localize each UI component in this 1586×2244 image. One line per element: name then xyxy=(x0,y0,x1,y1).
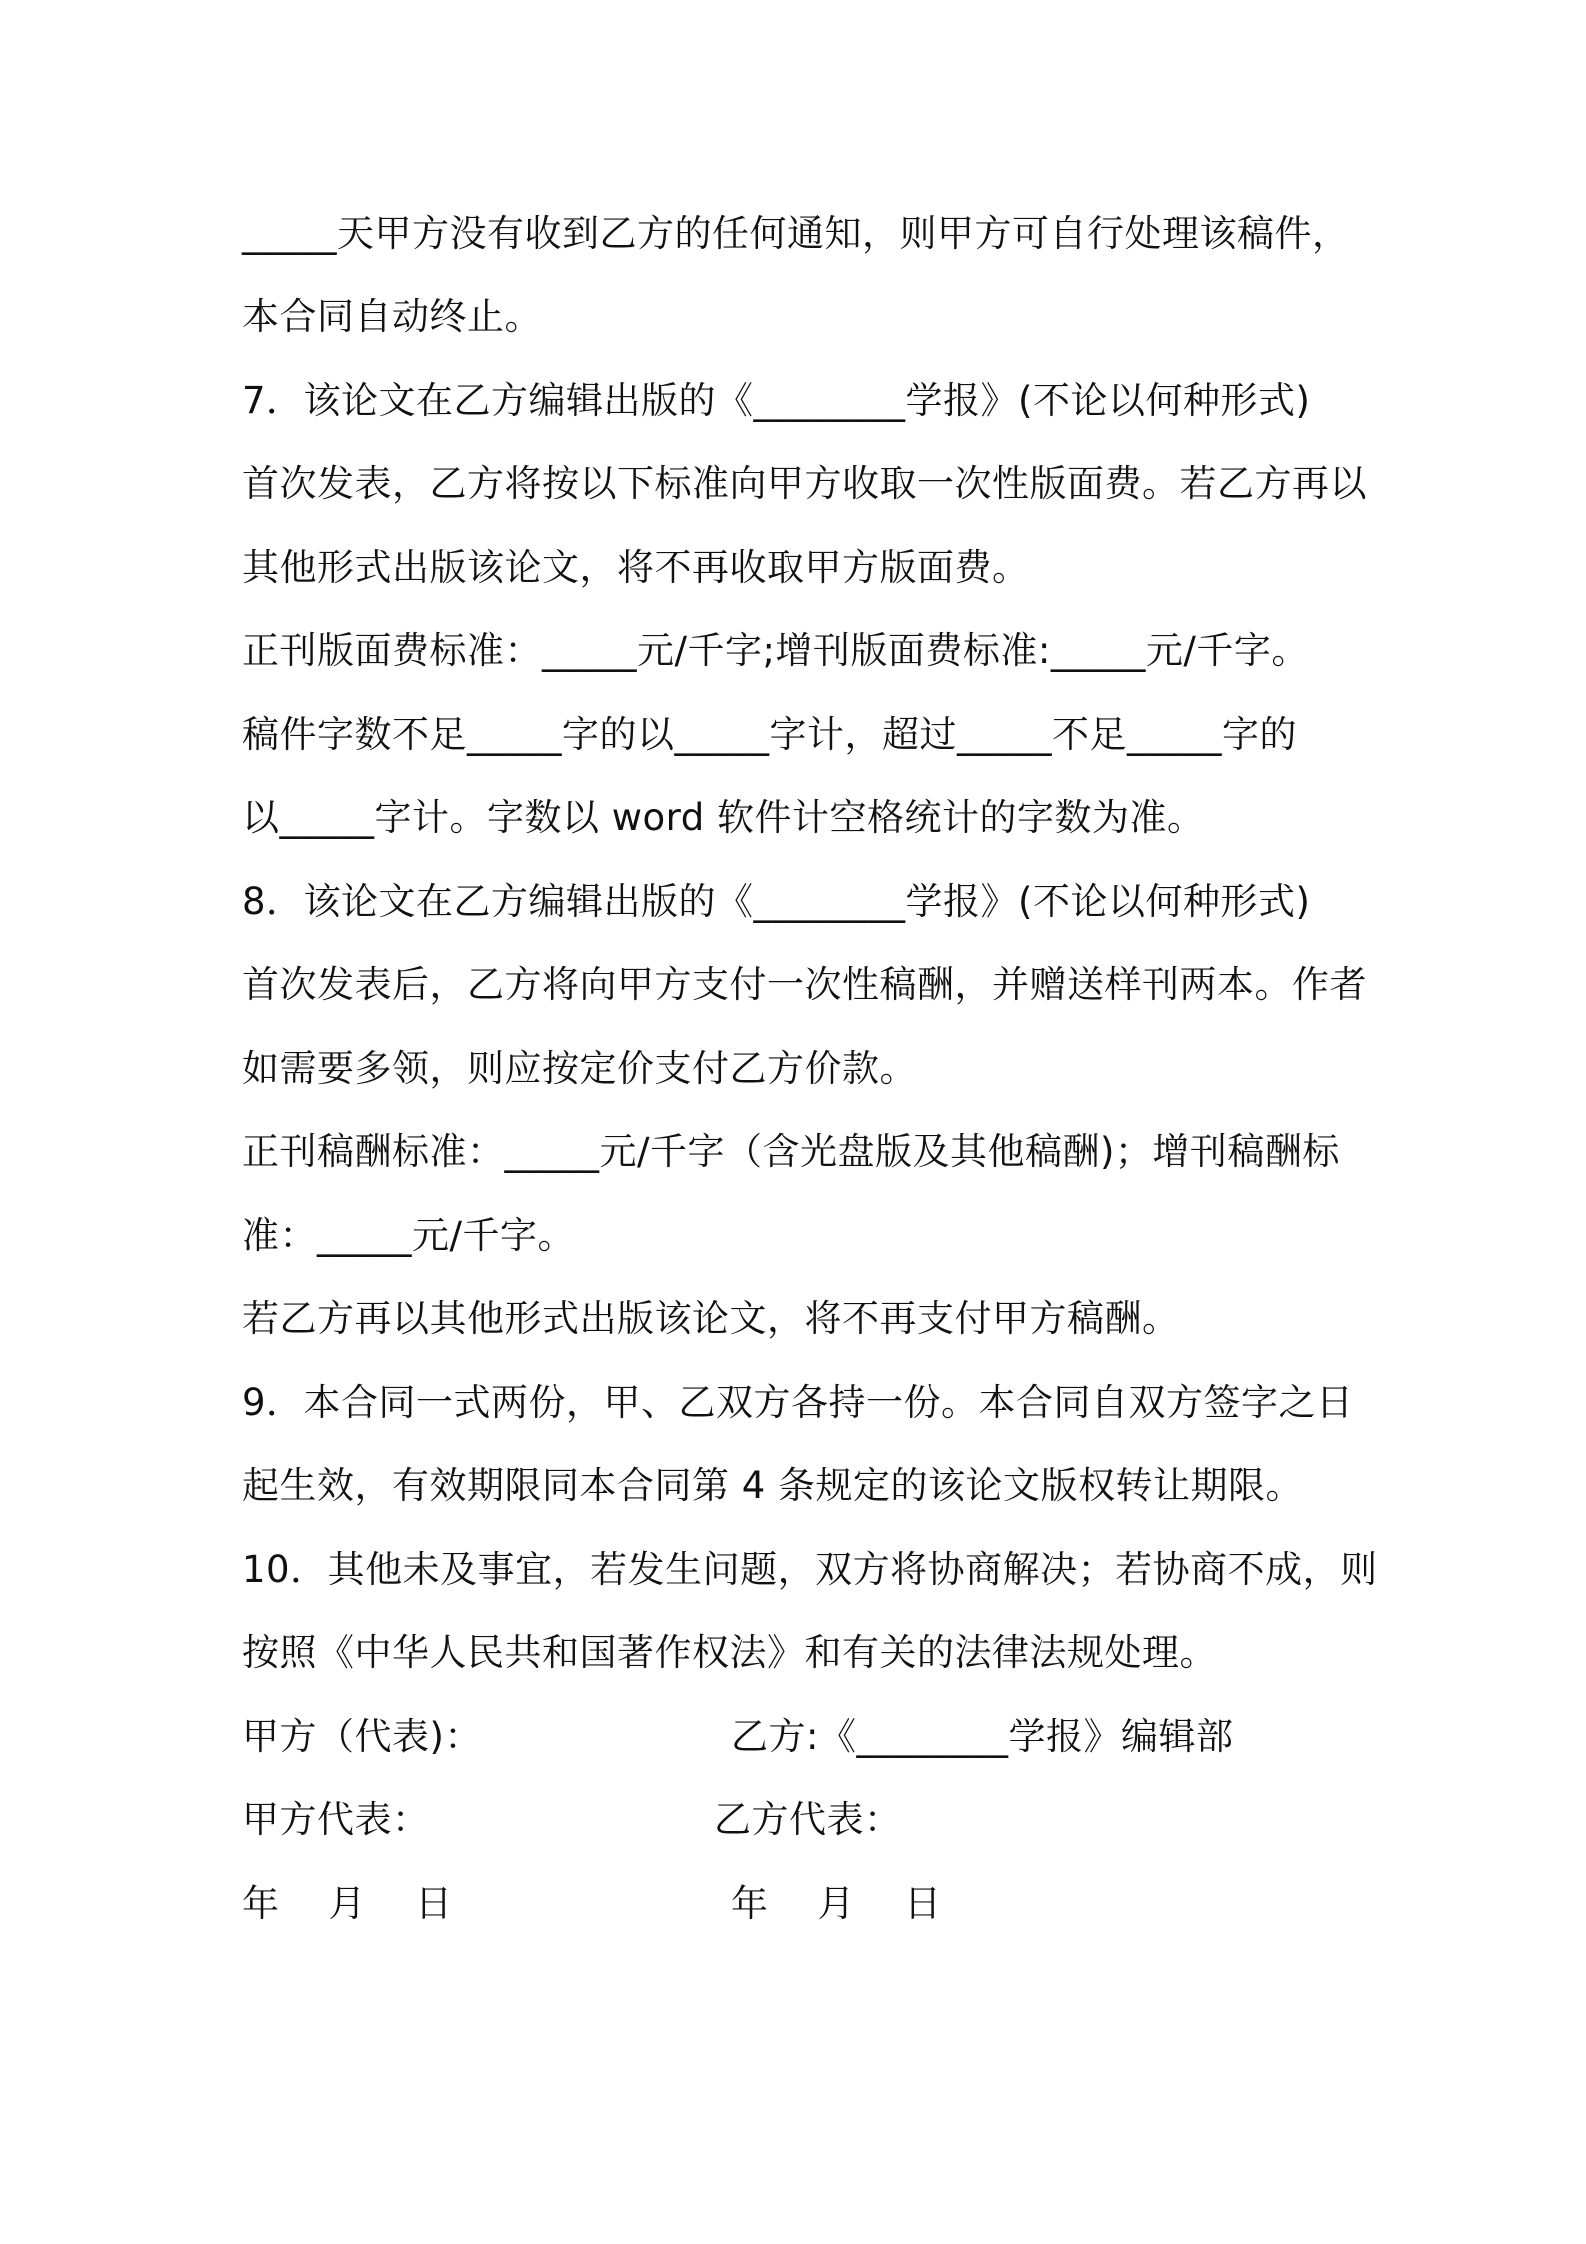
party-b-representative: 乙方代表： xyxy=(714,1798,902,1841)
clause-8-line-3: 如需要多领，则应按定价支付乙方价款。 xyxy=(242,1047,917,1090)
party-b-label: 乙方:《________学报》编辑部 xyxy=(731,1715,1234,1758)
clause-7-line-1: 7．该论文在乙方编辑出版的《________学报》(不论以何种形式) xyxy=(242,379,1311,422)
clause-9-line-1: 9．本合同一式两份，甲、乙双方各持一份。本合同自双方签字之日 xyxy=(242,1381,1354,1424)
party-a-representative: 甲方代表： xyxy=(242,1798,430,1841)
clause-9-line-2: 起生效，有效期限同本合同第 4 条规定的该论文版权转让期限。 xyxy=(242,1464,1304,1507)
clause-10-line-2: 按照《中华人民共和国著作权法》和有关的法律法规处理。 xyxy=(242,1631,1217,1674)
word-count-rule-2: 以_____字计。字数以 word 软件计空格统计的字数为准。 xyxy=(242,796,1205,839)
clause-7-line-2: 首次发表，乙方将按以下标准向甲方收取一次性版面费。若乙方再以 xyxy=(242,462,1367,505)
party-a-date: 年 月 日 xyxy=(242,1882,453,1925)
clause-8-line-2: 首次发表后，乙方将向甲方支付一次性稿酬，并赠送样刊两本。作者 xyxy=(242,963,1367,1006)
clause-10-line-1: 10．其他未及事宜，若发生问题，双方将协商解决；若协商不成，则 xyxy=(242,1548,1378,1591)
clause-7-line-3: 其他形式出版该论文，将不再收取甲方版面费。 xyxy=(242,546,1030,589)
body-line-1: _____天甲方没有收到乙方的任何通知，则甲方可自行处理该稿件， xyxy=(242,212,1350,255)
party-a-label: 甲方（代表)： xyxy=(242,1715,482,1758)
body-line-2: 本合同自动终止。 xyxy=(242,295,542,338)
royalty-note: 若乙方再以其他形式出版该论文，将不再支付甲方稿酬。 xyxy=(242,1297,1180,1340)
royalty-standard-1: 正刊稿酬标准：_____元/千字（含光盘版及其他稿酬)；增刊稿酬标 xyxy=(242,1130,1340,1173)
page-fee-standard: 正刊版面费标准：_____元/千字;增刊版面费标准:_____元/千字。 xyxy=(242,629,1309,672)
royalty-standard-2: 准：_____元/千字。 xyxy=(242,1214,575,1257)
party-b-date: 年 月 日 xyxy=(731,1882,942,1925)
clause-8-line-1: 8．该论文在乙方编辑出版的《________学报》(不论以何种形式) xyxy=(242,880,1311,923)
word-count-rule-1: 稿件字数不足_____字的以_____字计，超过_____不足_____字的 xyxy=(242,713,1297,756)
